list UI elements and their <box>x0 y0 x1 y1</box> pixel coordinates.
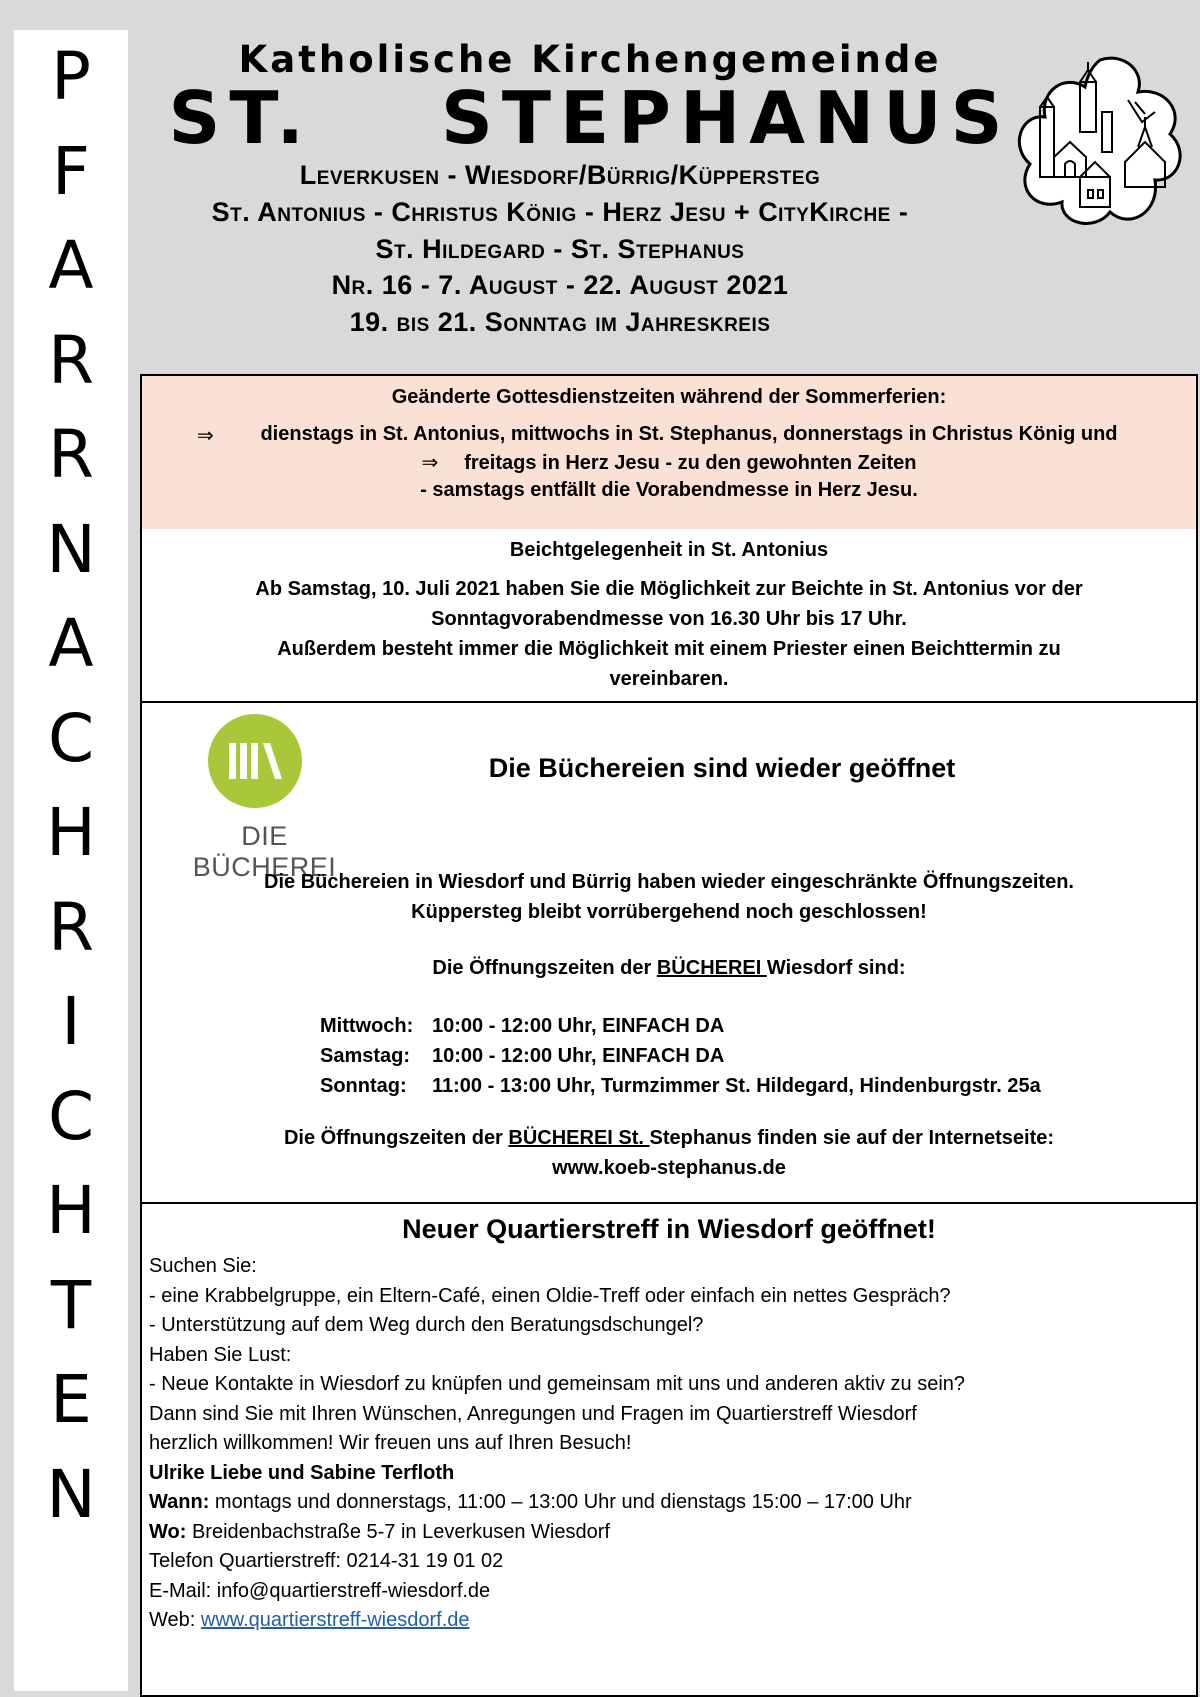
side-title-letter: A <box>48 227 94 304</box>
service-times-line1: ⇒ dienstags in St. Antonius, mittwochs in St. Stephanus, donnerstags in Christus König und <box>197 423 1118 447</box>
library-line2: Küppersteg bleibt vorrübergehend noch geschlossen! <box>411 901 927 923</box>
service-times-line3: - samstags entfällt die Vorabendmesse in Herz Jesu. <box>420 479 918 501</box>
quartierstreff-title: Neuer Quartierstreff in Wiesdorf geöffnet! <box>402 1214 936 1244</box>
header-line1: Leverkusen - Wiesdorf/Bürrig/Küppersteg <box>299 160 821 190</box>
when-line: Wann: montags und donnerstags, 11:00 – 13:00 Uhr und dienstags 15:00 – 17:00 Uhr <box>149 1491 912 1513</box>
email-line: E-Mail: info@quartierstreff-wiesdorf.de <box>149 1579 491 1602</box>
library-web-url: www.koeb-stephanus.de <box>552 1157 786 1179</box>
table-row: Mittwoch: 10:00 - 12:00 Uhr, EINFACH DA <box>320 1015 725 1037</box>
library-line1: Die Büchereien in Wiesdorf und Bürrig haben wieder eingeschränkte Öffnungszeiten. <box>264 871 1074 893</box>
confession-title: Beichtgelegenheit in St. Antonius <box>509 539 829 561</box>
header-line4: Nr. 16 - 7. August - 22. August 2021 <box>331 270 789 300</box>
contact-names: Ulrike Liebe und Sabine Terfloth <box>149 1461 455 1484</box>
arrow-icon: ⇒ <box>421 452 439 474</box>
library-logo <box>177 713 347 882</box>
header-line5: 19. bis 21. Sonntag im Jahreskreis <box>349 307 771 337</box>
header-main-title: ST. STEPHANUS <box>168 76 1012 160</box>
quartierstreff-body: Suchen Sie: - eine Krabbelgruppe, ein Eltern-Café, einen Oldie-Treff oder einfach ein nettes Gespräch? - Unterstützung auf dem Weg durch den Beratungsdschungel? Haben Sie Lust: - Neue Kontakte in Wiesdorf zu knüpfen und gemeinsam mit uns und anderen aktiv zu sein? Dann sind Sie mit Ihren Wünschen, Anregungen und Fragen im Quartierstreff Wiesdorf herzlich willkommen! Wir freuen uns auf Ihren Besuch! Ulrike Liebe und Sabine Terfloth Wann: montags und donnerstags, 11:00 – 13:00 Uhr und dienstags 15:00 – 17:00 Uhr Wo: Breidenbachstraße 5-7 in Leverkusen Wiesdorf Telefon Quartierstreff: 0214-31 19 01 02 E-Mail: info@quartierstreff-wiesdorf.de Web: www.quartierstreff-wiesdorf.de <box>149 1252 965 1636</box>
side-title-letter: C <box>47 1077 95 1155</box>
side-title-letter: R <box>48 321 94 399</box>
parish-churches-logo-icon <box>1010 52 1190 232</box>
where-line: Wo: Breidenbachstraße 5-7 in Leverkusen Wiesdorf <box>149 1520 610 1543</box>
library-box <box>140 701 1198 1204</box>
table-row: Samstag: 10:00 - 12:00 Uhr, EINFACH DA <box>320 1045 725 1067</box>
library-web-info: Die Öffnungszeiten der BÜCHEREI St. Stephanus finden sie auf der Internetseite: www.koeb-stephanus.de <box>142 1123 1196 1183</box>
service-times-box <box>140 374 1198 531</box>
side-title-letter: A <box>48 605 94 682</box>
library-hours-table <box>320 1011 1041 1101</box>
header <box>140 30 1200 375</box>
arrow-icon: ⇒ <box>197 425 214 447</box>
side-title <box>14 30 128 1691</box>
header-line3: St. Hildegard - St. Stephanus <box>375 234 745 264</box>
side-title-letter: N <box>46 510 96 588</box>
service-times-title: Geänderte Gottesdienstzeiten während der Sommerferien: <box>391 386 947 408</box>
library-logo-text: DIE BÜCHEREI <box>192 821 337 882</box>
library-title: Die Büchereien sind wieder geöffnet <box>488 753 956 783</box>
side-title-letter: C <box>47 699 95 777</box>
quartierstreff-web-link[interactable]: www.quartierstreff-wiesdorf.de <box>200 1609 470 1631</box>
web-line: Web: www.quartierstreff-wiesdorf.de <box>149 1609 470 1631</box>
quartierstreff-box <box>140 1202 1198 1697</box>
confession-line2: Sonntagvorabendmesse von 16.30 Uhr bis 17 Uhr. <box>431 608 907 630</box>
side-title-letter: R <box>48 416 94 493</box>
confession-line4: vereinbaren. <box>609 668 729 690</box>
confession-box <box>140 529 1198 703</box>
phone-line: Telefon Quartierstreff: 0214-31 19 01 02 <box>149 1550 504 1572</box>
side-title-letter: P <box>51 38 91 115</box>
side-title-letter: R <box>48 888 94 966</box>
side-title-letter: H <box>46 794 96 871</box>
side-title-letter: E <box>50 1361 92 1438</box>
table-row: Sonntag: 11:00 - 13:00 Uhr, Turmzimmer St. Hildegard, Hindenburgstr. 25a <box>320 1075 1041 1097</box>
library-hours-intro: Die Öffnungszeiten der BÜCHEREI Wiesdorf sind: <box>432 957 906 979</box>
header-line2: St. Antonius - Christus König - Herz Jesu + CityKirche - <box>211 197 909 227</box>
confession-line1: Ab Samstag, 10. Juli 2021 haben Sie die Möglichkeit zur Beichte in St. Antonius vor der <box>255 578 1083 600</box>
side-title-letter: F <box>52 132 90 210</box>
service-times-line2: ⇒ freitags in Herz Jesu - zu den gewohnten Zeiten <box>421 452 917 474</box>
side-title-letter: I <box>61 983 81 1060</box>
confession-line3: Außerdem besteht immer die Möglichkeit mit einem Priester einen Beichttermin zu <box>277 638 1061 660</box>
header-top: Katholische Kirchengemeinde <box>238 38 942 81</box>
side-title-letter: H <box>46 1172 96 1249</box>
side-title-letter: N <box>46 1455 96 1533</box>
side-title-letter: T <box>50 1266 92 1344</box>
